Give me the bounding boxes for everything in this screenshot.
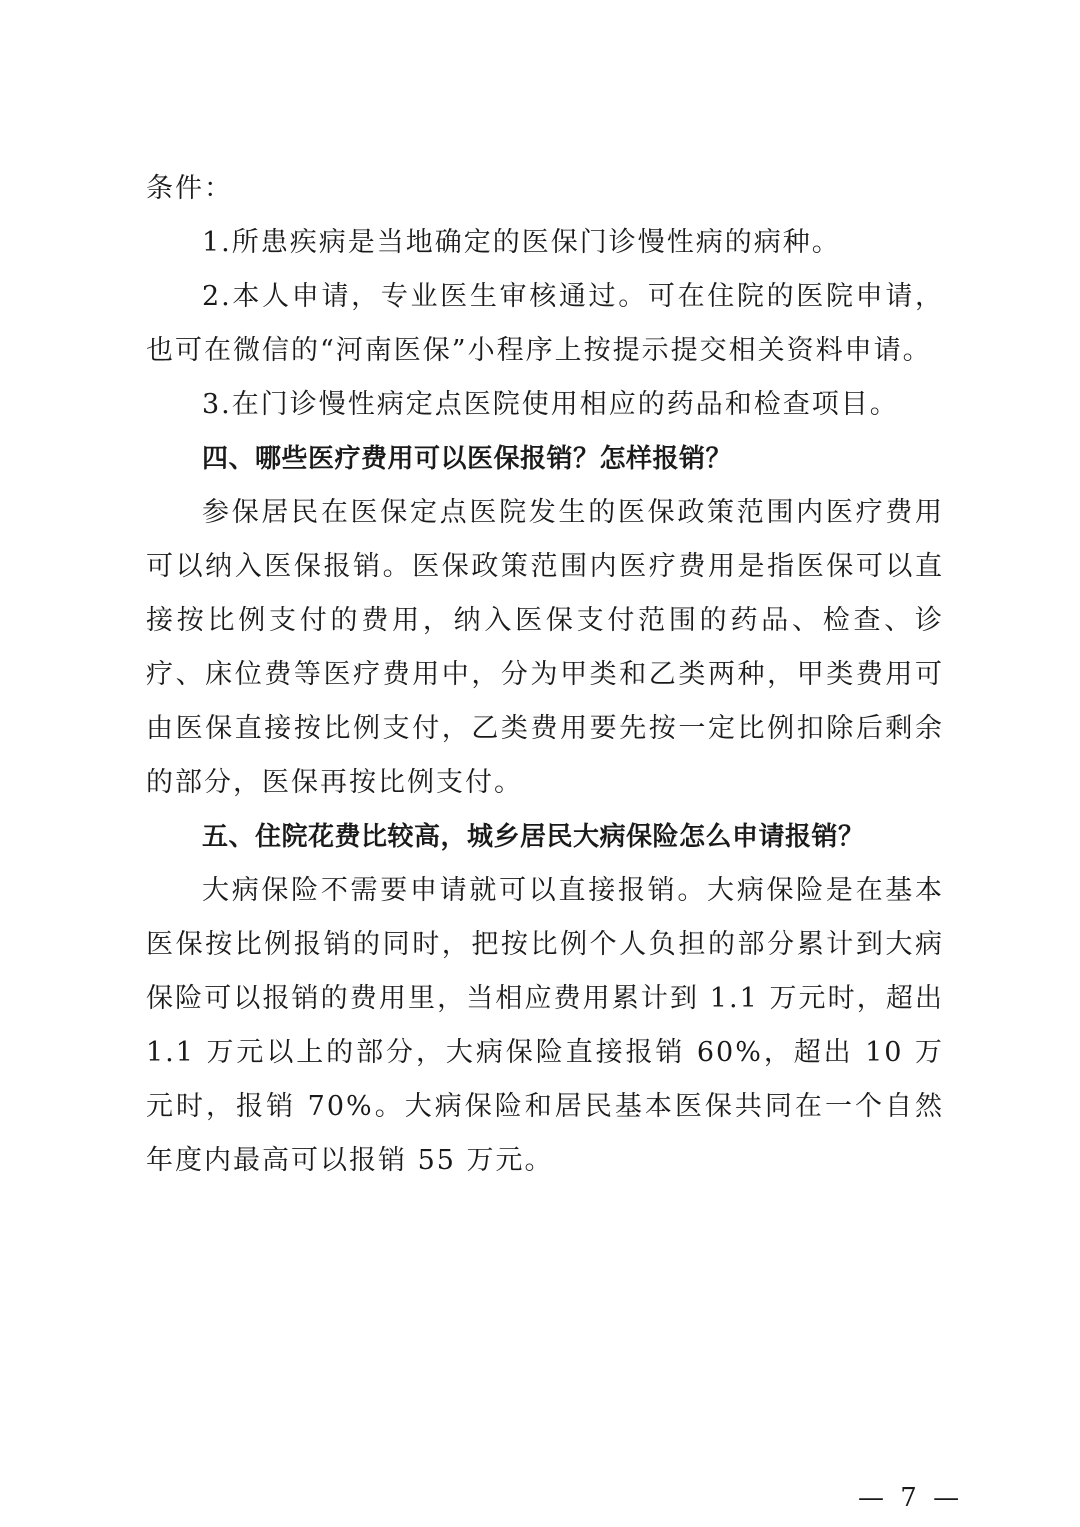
paragraph-condition-2: 2.本人申请，专业医生审核通过。可在住院的医院申请，也可在微信的“河南医保”小程序上按提示提交相关资料申请。: [146, 281, 944, 366]
paragraph-condition-3: 3.在门诊慢性病定点医院使用相应的药品和检查项目。: [202, 389, 899, 420]
paragraph-condition-1: 1.所患疾病是当地确定的医保门诊慢性病的病种。: [202, 227, 841, 258]
section-heading-five: 五、住院花费比较高，城乡居民大病保险怎么申请报销？: [202, 822, 865, 852]
paragraph-critical-illness-insurance: 大病保险不需要申请就可以直接报销。大病保险是在基本医保按比例报销的同时，把按比例个人负担的部分累计到大病保险可以报销的费用里，当相应费用累计到 1.1 万元时，超出 1.1 万元以上的部分，大病保险直接报销 60%，超出 10 万元时，报销 70%。大病保险和居民基本医保共同在一个自然年度内最高可以报销 55 万元。: [146, 875, 944, 1176]
paragraph-conditions-intro: 条件：: [146, 173, 233, 204]
page-number: — 7 —: [858, 1483, 964, 1513]
document-body: [146, 162, 944, 1188]
paragraph-reimbursable-expenses: 参保居民在医保定点医院发生的医保政策范围内医疗费用可以纳入医保报销。医保政策范围内医疗费用是指医保可以直接按比例支付的费用，纳入医保支付范围的药品、检查、诊疗、床位费等医疗费用中，分为甲类和乙类两种，甲类费用可由医保直接按比例支付，乙类费用要先按一定比例扣除后剩余的部分，医保再按比例支付。: [146, 497, 944, 798]
section-heading-four: 四、哪些医疗费用可以医保报销？怎样报销？: [202, 444, 733, 474]
